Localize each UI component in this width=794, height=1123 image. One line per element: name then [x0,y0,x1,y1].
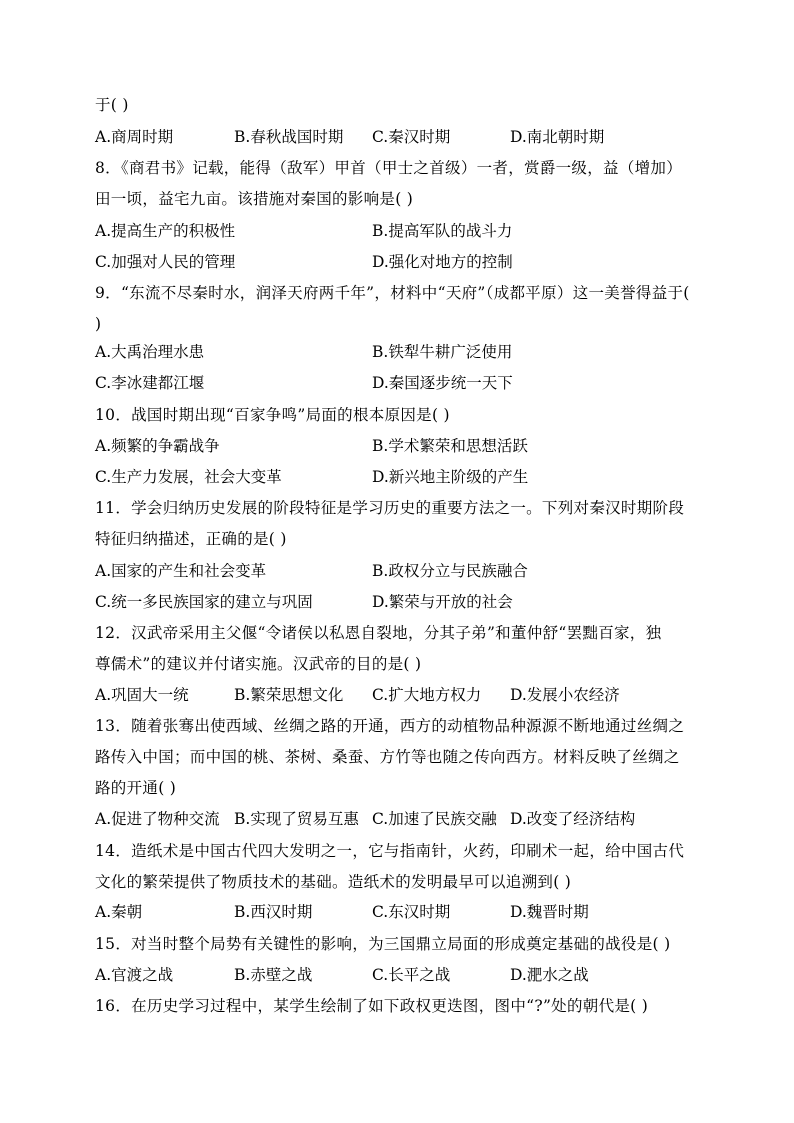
q10-stem-line1: 10．战国时期出现“百家争鸣”局面的根本原因是( ) [95,406,450,424]
q10-option-b: B.学术繁荣和思想活跃 [372,437,528,455]
q10-option-d: D.新兴地主阶级的产生 [372,468,529,486]
q8-option-a: A.提高生产的积极性 [95,222,236,240]
q8-option-c: C.加强对人民的管理 [95,253,236,271]
q7-option-d: D.南北朝时期 [510,128,605,146]
q12-option-a: A.巩固大一统 [95,686,189,704]
q14-option-d: D.魏晋时期 [510,903,589,921]
q15-option-c: C.长平之战 [372,966,451,984]
q14-stem-line1: 14．造纸术是中国古代四大发明之一，它与指南针，火药，印刷术一起，给中国古代 [95,842,685,860]
q14-option-a: A.秦朝 [95,903,143,921]
q7-option-a: A.商周时期 [95,128,174,146]
q8-stem-line2: 田一顷，益宅九亩。该措施对秦国的影响是( ) [95,190,414,208]
q12-stem-line2: 尊儒术”的建议并付诸实施。汉武帝的目的是( ) [95,655,422,673]
q8-option-b: B.提高军队的战斗力 [372,222,513,240]
q14-option-c: C.东汉时期 [372,903,451,921]
q7-option-c: C.秦汉时期 [372,128,451,146]
q12-option-b: B.繁荣思想文化 [234,686,344,704]
q11-option-c: C.统一多民族国家的建立与巩固 [95,593,313,611]
q7-stem-cont: 于( ) [95,96,129,114]
q11-option-a: A.国家的产生和社会变革 [95,562,267,580]
q8-stem-line1: 8．《商君书》记载，能得（敌军）甲首（甲士之首级）一者，赏爵一级，益（增加） [95,159,683,177]
q10-option-a: A.频繁的争霸战争 [95,437,220,455]
q12-stem-line1: 12．汉武帝采用主父偃“令诸侯以私恩自裂地，分其子弟”和董仲舒“罢黜百家，独 [95,624,662,642]
q16-stem-line1: 16．在历史学习过程中，某学生绘制了如下政权更迭图，图中“?”处的朝代是( ) [95,997,649,1015]
q8-option-d: D.强化对地方的控制 [372,253,513,271]
q11-stem-line2: 特征归纳描述，正确的是( ) [95,530,287,548]
q14-option-b: B.西汉时期 [234,903,313,921]
q11-stem-line1: 11．学会归纳历史发展的阶段特征是学习历史的重要方法之一。下列对秦汉时期阶段 [95,499,685,517]
q9-option-d: D.秦国逐步统一天下 [372,374,513,392]
q13-option-c: C.加速了民族交融 [372,810,497,828]
q13-option-a: A.促进了物种交流 [95,810,220,828]
q15-option-d: D.淝水之战 [510,966,589,984]
q13-stem-line3: 路的开通( ) [95,779,177,797]
q9-option-c: C.李冰建都江堰 [95,374,205,392]
q13-option-d: D.改变了经济结构 [510,810,636,828]
q12-option-c: C.扩大地方权力 [372,686,482,704]
q9-stem-line1: 9．“东流不尽秦时水，润泽天府两千年”，材料中“天府”（成都平原）这一美誉得益于( [95,284,690,302]
q13-option-b: B.实现了贸易互惠 [234,810,359,828]
q14-stem-line2: 文化的繁荣提供了物质技术的基础。造纸术的发明最早可以追溯到( ) [95,873,572,891]
q7-option-b: B.春秋战国时期 [234,128,344,146]
q12-option-d: D.发展小农经济 [510,686,620,704]
q11-option-d: D.繁荣与开放的社会 [372,593,513,611]
q15-stem-line1: 15．对当时整个局势有关键性的影响，为三国鼎立局面的形成奠定基础的战役是( ) [95,935,671,953]
q11-option-b: B.政权分立与民族融合 [372,562,528,580]
q9-option-b: B.铁犁牛耕广泛使用 [372,343,513,361]
q13-stem-line1: 13．随着张骞出使西域、丝绸之路的开通，西方的动植物品种源源不断地通过丝绸之 [95,717,685,735]
q9-stem-line2: ) [95,315,102,333]
q13-stem-line2: 路传入中国；而中国的桃、茶树、桑蚕、方竹等也随之传向西方。材料反映了丝绸之 [95,748,680,766]
q10-option-c: C.生产力发展，社会大变革 [95,468,282,486]
q15-option-a: A.官渡之战 [95,966,174,984]
q9-option-a: A.大禹治理水患 [95,343,205,361]
q15-option-b: B.赤壁之战 [234,966,313,984]
